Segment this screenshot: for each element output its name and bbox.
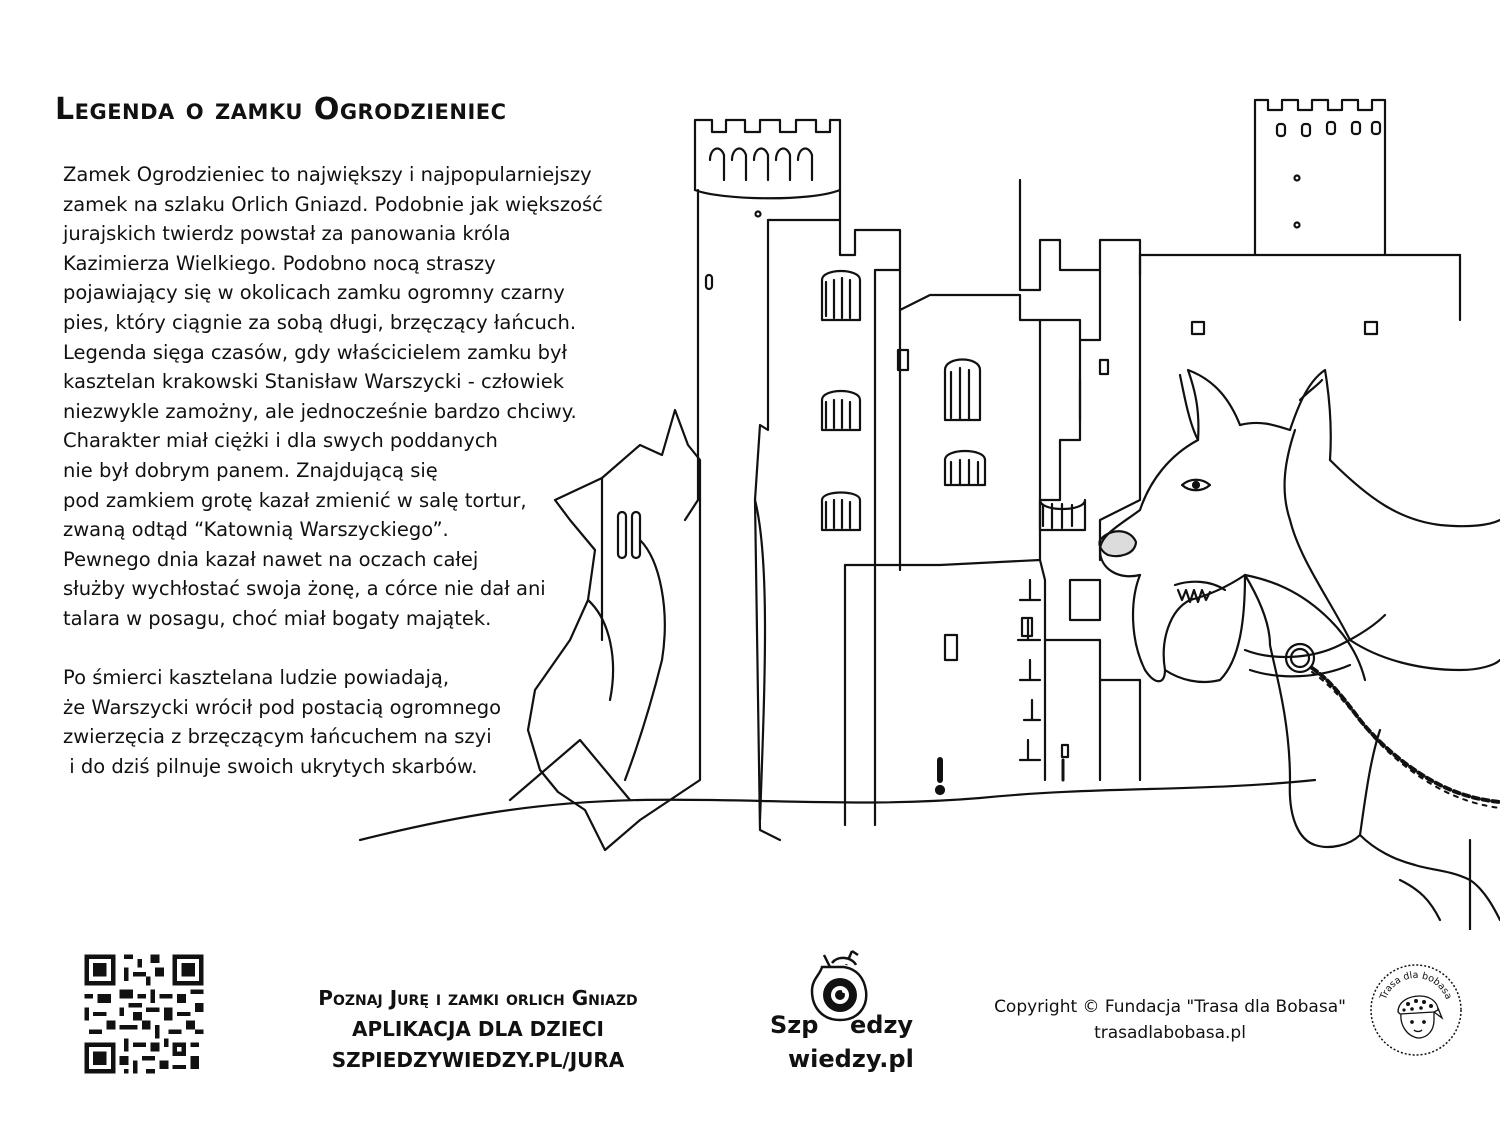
story-line: służby wychłostać swoja żonę, a córce nie dał ani: [63, 577, 546, 601]
story-line: zwierzęcia z brzęczącym łańcuchem na szyi: [63, 725, 492, 749]
story-line: niezwykle zamożny, ale jednocześnie bardzo chciwy.: [63, 399, 577, 423]
story-line: kasztelan krakowski Stanisław Warszycki - człowiek: [63, 370, 565, 394]
promo-line-2: APLIKACJA DLA DZIECI: [352, 1017, 604, 1041]
logo-text-szp: Szp: [770, 1011, 819, 1039]
story-line: nie był dobrym panem. Znajdującą się: [63, 458, 438, 482]
page-title: Legenda o zamku Ogrodzieniec: [55, 92, 507, 127]
copyright-block: [985, 994, 1355, 1046]
qr-code[interactable]: [80, 950, 208, 1078]
story-line: jurajskich twierdz powstał za panowania króla: [63, 222, 511, 246]
castle-dog-illustration: [340, 80, 1500, 930]
logo-text-edzy: edzy: [850, 1011, 914, 1039]
szpiedzy-wiedzy-logo: [760, 945, 920, 1085]
story-line: Charakter miał ciężki i dla swych poddanych: [63, 429, 498, 453]
story-line: Zamek Ogrodzieniec to największy i najpopularniejszy: [63, 163, 592, 186]
app-promo: [232, 983, 724, 1076]
website-link[interactable]: trasadlabobasa.pl: [1094, 1023, 1246, 1043]
copyright-text: Copyright © Fundacja "Trasa dla Bobasa": [994, 997, 1346, 1017]
story-line: pies, który ciągnie za sobą długi, brzęczący łańcuch.: [63, 310, 577, 334]
story-line: pojawiający się w okolicach zamku ogromny czarny: [63, 281, 565, 305]
story-line: pod zamkiem grotę kazał zmienić w salę tortur,: [63, 488, 527, 512]
story-line: Pewnego dnia kazał nawet na oczach całej: [63, 547, 479, 571]
badge-text: Trasa dla bobasa: [1378, 969, 1454, 1002]
story-line: Legenda sięga czasów, gdy właścicielem zamku był: [63, 340, 568, 364]
story-line: Po śmierci kasztelana ludzie powiadają,: [63, 666, 450, 690]
logo-text-wiedzy: wiedzy.pl: [788, 1045, 914, 1073]
story-line: że Warszycki wrócił pod postacią ogromnego: [63, 695, 502, 719]
promo-line-1: Poznaj Jurę i zamki orlich Gniazd: [318, 986, 638, 1010]
promo-url[interactable]: SZPIEDZYWIEDZY.PL/JURA: [331, 1048, 625, 1072]
story-line: zwaną odtąd “Katownią Warszyckiego”.: [63, 518, 449, 542]
story-line: talara w posagu, choć miał bogaty majątek.: [63, 606, 492, 630]
trasa-dla-bobasa-badge: [1368, 962, 1464, 1058]
story-line: Kazimierza Wielkiego. Podobno nocą straszy: [63, 251, 496, 275]
story-line: zamek na szlaku Orlich Gniazd. Podobnie jak większość: [63, 192, 603, 216]
story-line: i do dziś pilnuje swoich ukrytych skarbów.: [63, 754, 478, 778]
